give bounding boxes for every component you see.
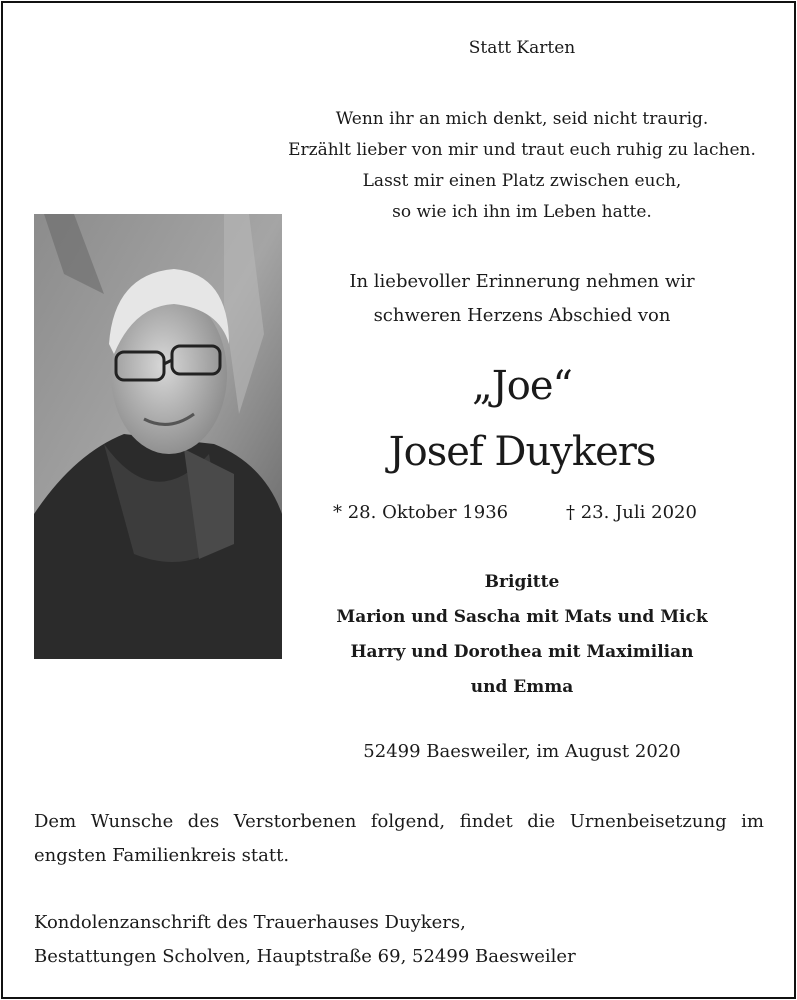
address-line: Bestattungen Scholven, Hauptstraße 69, 52499 Baesweiler — [34, 946, 576, 967]
birth-date: * 28. Oktober 1936 — [333, 502, 509, 523]
deceased-nickname: „Joe“ — [472, 363, 572, 409]
burial-notice — [34, 805, 764, 873]
family-line: Brigitte — [484, 572, 560, 592]
family-members — [282, 565, 762, 705]
announcement — [282, 265, 762, 333]
notice-line: engsten Familienkreis statt. — [34, 845, 290, 866]
condolence-address — [34, 906, 764, 974]
family-line: Harry und Dorothea mit Maximilian — [350, 642, 694, 662]
statt-karten-label: Statt Karten — [468, 38, 576, 58]
death-date: † 23. Juli 2020 — [566, 502, 697, 523]
notice-line: Dem Wunsche des Verstorbenen folgend, findet die Urnenbeisetzung im — [34, 811, 764, 832]
address-line: Kondolenzanschrift des Trauerhauses Duykers, — [34, 912, 466, 933]
poem-line: Wenn ihr an mich denkt, seid nicht traurig. — [335, 109, 709, 129]
poem-line: Lasst mir einen Platz zwischen euch, — [362, 171, 682, 191]
announcement-line: In liebevoller Erinnerung nehmen wir — [349, 271, 695, 292]
poem-line: so wie ich ihn im Leben hatte. — [392, 202, 652, 222]
place-date: 52499 Baesweiler, im August 2020 — [363, 741, 681, 762]
family-line: Marion und Sascha mit Mats und Mick — [336, 607, 708, 627]
poem — [282, 104, 762, 228]
deceased-full-name: Josef Duykers — [388, 429, 656, 475]
family-line: und Emma — [470, 677, 574, 697]
poem-line: Erzählt lieber von mir und traut euch ruhig zu lachen. — [288, 140, 756, 160]
portrait-illustration — [34, 214, 282, 659]
portrait-photo — [34, 214, 282, 659]
announcement-line: schweren Herzens Abschied von — [373, 305, 671, 326]
